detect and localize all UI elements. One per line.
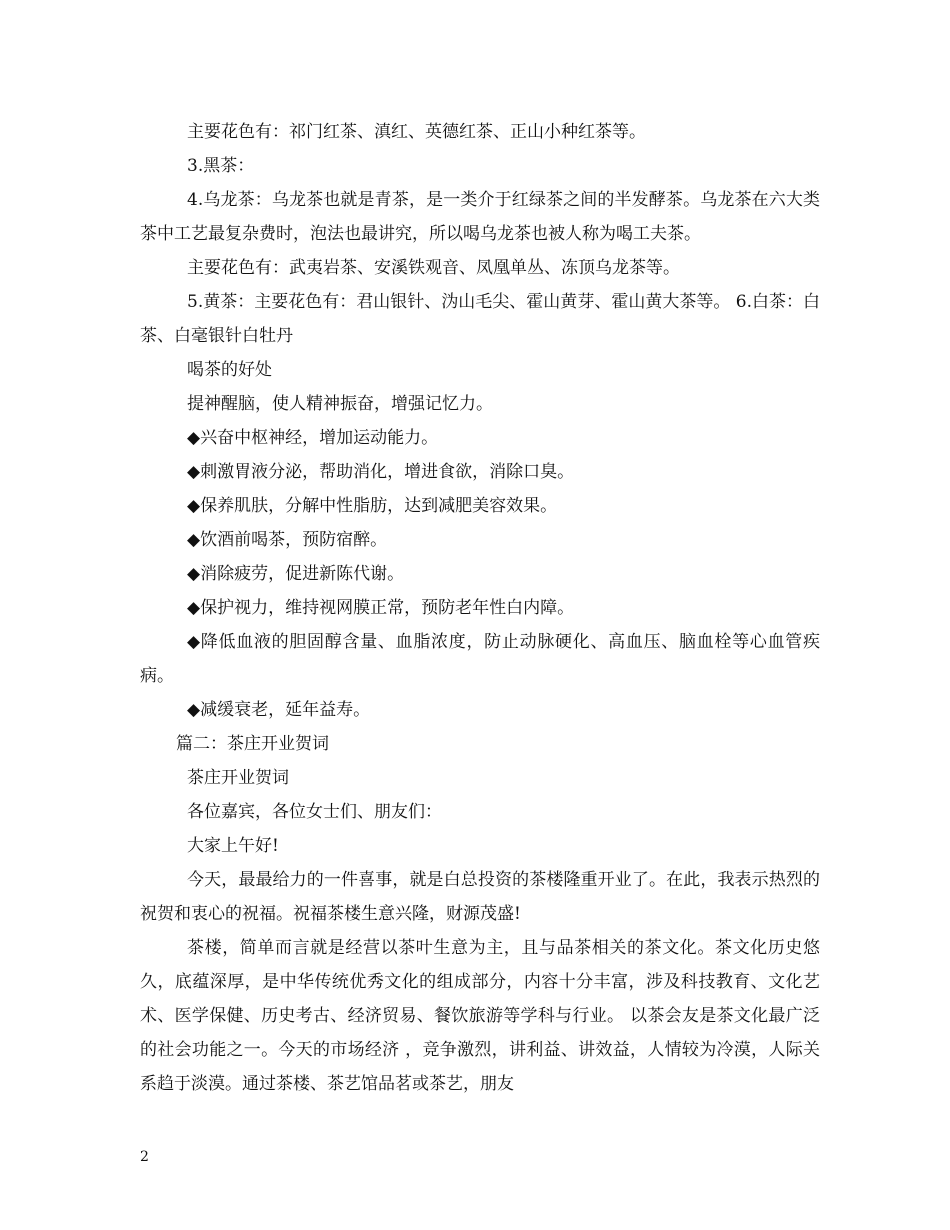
page-number: 2 — [140, 1149, 149, 1165]
paragraph-oolong-varieties: 主要花色有：武夷岩茶、安溪铁观音、凤凰单丛、冻顶乌龙茶等。 — [187, 258, 680, 278]
bullet-item: ◆刺激胃液分泌，帮助消化，增进食欲，消除口臭。 — [187, 462, 575, 482]
paragraph-benefit-intro: 提神醒脑，使人精神振奋，增强记忆力。 — [187, 394, 493, 414]
bullet-item: ◆饮酒前喝茶，预防宿醉。 — [187, 530, 388, 550]
paragraph-oolong-tea: 4.乌龙茶：乌龙茶也就是青茶，是一类介于红绿茶之间的半发酵茶。乌龙茶在六大类茶中工艺最复杂费时，泡法也最讲究，所以喝乌龙茶也被人称为喝工夫茶。 — [140, 190, 820, 244]
speech-paragraph: 茶楼，简单而言就是经营以茶叶生意为主，且与品茶相关的茶文化。茶文化历史悠久，底蕴深厚，是中华传统优秀文化的组成部分，内容十分丰富，涉及科技教育、文化艺术、医学保健、历史考古、经济贸易、餐饮旅游等学科与行业。 以茶会友是茶文化最广泛的社会功能之一。今天的市场经济 ，竞争激烈，讲利益、讲效益，人情较为冷漠，人际关系趋于淡漠。通过茶楼、茶艺馆品茗或茶艺，朋友 — [140, 938, 820, 1094]
bullet-item: ◆减缓衰老，延年益寿。 — [187, 700, 371, 720]
section-heading-part-two: 篇二：茶庄开业贺词 — [176, 734, 329, 754]
paragraph-yellow-white-tea: 5.黄茶：主要花色有：君山银针、沩山毛尖、霍山黄芽、霍山黄大茶等。 6.白茶：白茶、白毫银针白牡丹 — [140, 292, 820, 346]
speech-salutation: 各位嘉宾，各位女士们、朋友们： — [187, 802, 442, 822]
bullet-item: ◆保护视力，维持视网膜正常，预防老年性白内障。 — [187, 598, 575, 618]
bullet-item: ◆保养肌肤，分解中性脂肪，达到减肥美容效果。 — [187, 496, 558, 516]
paragraph-dark-tea: 3.黑茶： — [187, 156, 255, 176]
paragraph-red-tea-varieties: 主要花色有：祁门红茶、滇红、英德红茶、正山小种红茶等。 — [187, 122, 646, 142]
bullet-item: ◆消除疲劳，促进新陈代谢。 — [187, 564, 405, 584]
bullet-item: ◆兴奋中枢神经，增加运动能力。 — [187, 428, 439, 448]
speech-title: 茶庄开业贺词 — [187, 768, 289, 788]
bullet-item: ◆降低血液的胆固醇含量、血脂浓度，防止动脉硬化、高血压、脑血栓等心血管疾病。 — [140, 632, 820, 686]
speech-paragraph: 今天，最最给力的一件喜事，就是白总投资的茶楼隆重开业了。在此，我表示热烈的祝贺和衷心的祝福。祝福茶楼生意兴隆，财源茂盛! — [140, 870, 820, 924]
document-body — [140, 115, 820, 1101]
section-heading-tea-benefits: 喝茶的好处 — [187, 360, 272, 380]
speech-greeting: 大家上午好! — [187, 836, 279, 856]
